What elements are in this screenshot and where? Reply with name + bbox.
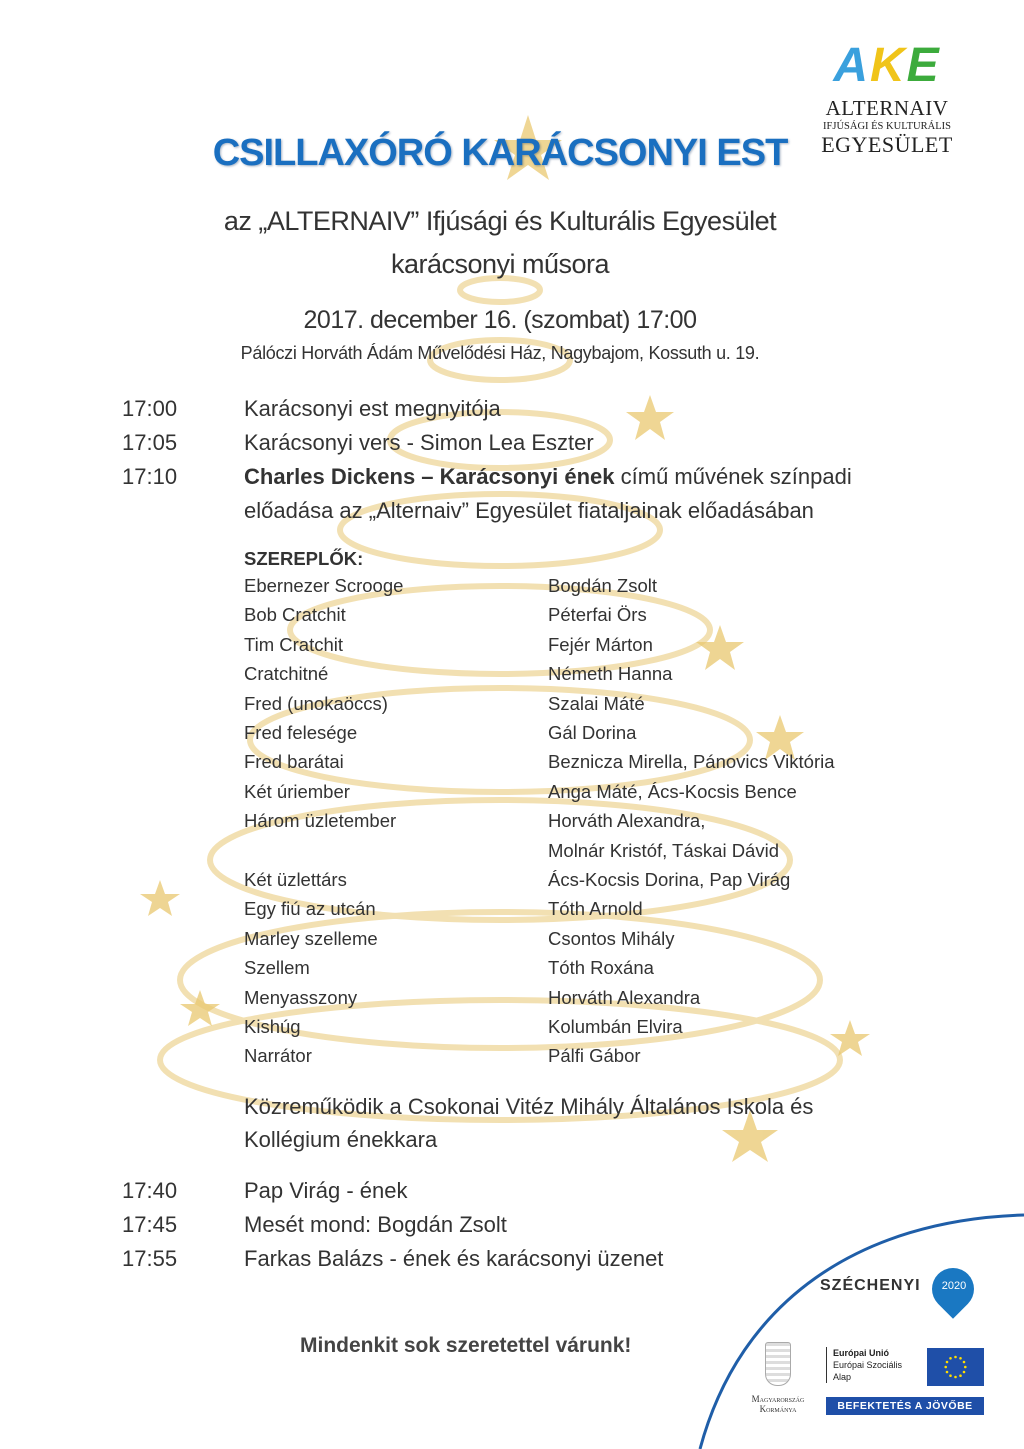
eu-line2: Európai Szociális (833, 1360, 903, 1370)
event-date: 2017. december 16. (szombat) 17:00 (303, 306, 697, 334)
choir-line2: Kollégium énekkara (244, 1127, 438, 1152)
program-text: Karácsonyi est megnyitója (244, 396, 501, 421)
szechenyi-year: 2020 (941, 1280, 967, 1292)
choir-line1: Közreműködik a Csokonai Vitéz Mihály Általános Iskola és (244, 1094, 814, 1119)
eu-line3: Alap (833, 1372, 852, 1382)
play-title: Charles Dickens – Karácsonyi ének (244, 464, 615, 489)
eu-flag-icon (927, 1348, 984, 1386)
eu-line1: Európai Unió (833, 1348, 889, 1358)
program-time: 17:45 (122, 1212, 178, 1237)
program-text: című művének színpadi (614, 464, 852, 489)
cast-actor: Anga Máté, Ács-Kocsis Bence (548, 780, 797, 802)
cast-actor: Tóth Roxána (548, 957, 654, 979)
cast-actor: Szalai Máté (548, 692, 645, 714)
cast-role: Ebernezer Scrooge (244, 575, 404, 596)
cast-role: Fred (unokaöccs) (244, 692, 388, 714)
szechenyi-label: SZÉCHENYI (820, 1277, 921, 1294)
cast-role: Három üzletember (244, 810, 397, 832)
program-text: előadása az „Alternaiv” Egyesület fiataljainak előadásában (244, 498, 814, 523)
event-venue: Pálóczi Horváth Ádám Művelődési Ház, Nagybajom, Kossuth u. 19. (240, 343, 760, 363)
program-text: Mesét mond: Bogdán Zsolt (244, 1212, 507, 1237)
cast-role: Szellem (244, 957, 310, 979)
cast-actor: Tóth Arnold (548, 898, 643, 920)
logo-letters: AKE (833, 39, 941, 92)
cast-role: Marley szelleme (244, 927, 378, 949)
cast-actor: Beznicza Mirella, Pánovics Viktória (548, 751, 835, 773)
cast-actor: Horváth Alexandra (548, 986, 701, 1008)
cast-actor: Németh Hanna (548, 663, 673, 685)
cast-role: Narrátor (244, 1045, 312, 1067)
cast-actor: Péterfai Örs (548, 604, 647, 626)
gov-line2: Kormánya (759, 1404, 797, 1414)
logo-line2: IFJÚSÁGI ÉS KULTURÁLIS (823, 121, 951, 132)
subtitle-line1: az „ALTERNAIV” Ifjúsági és Kulturális Egyesület (223, 206, 777, 236)
cast-role: Cratchitné (244, 663, 329, 685)
cast-actor: Bogdán Zsolt (548, 575, 658, 596)
program-text: Farkas Balázs - ének és karácsonyi üzenet (244, 1246, 664, 1271)
program-time: 17:05 (122, 430, 178, 455)
gov-line1: Magyarország (751, 1394, 805, 1404)
cast-actor: Csontos Mihály (548, 927, 675, 949)
hungarian-coat-of-arms-icon (765, 1342, 791, 1386)
page-title: CSILLAXÓRÓ KARÁCSONYI EST (212, 132, 788, 174)
program-time: 17:55 (122, 1246, 178, 1271)
logo-line1: ALTERNAIV (825, 96, 949, 120)
cast-role: Menyasszony (244, 986, 358, 1008)
cast-actor: Gál Dorina (548, 722, 637, 743)
program-time: 17:00 (122, 396, 178, 421)
cast-role: Bob Cratchit (244, 604, 346, 626)
cast-actor: Pálfi Gábor (548, 1045, 641, 1067)
program-text: Karácsonyi vers - Simon Lea Eszter (244, 430, 594, 455)
logo-line3: EGYESÜLET (821, 132, 953, 157)
cast-role: Kishúg (244, 1016, 301, 1037)
cast-role: Két üzlettárs (244, 869, 347, 890)
program-text: Pap Virág - ének (244, 1178, 408, 1203)
cast-role: Tim Cratchit (244, 633, 344, 655)
subtitle-line2: karácsonyi műsora (390, 249, 610, 279)
cast-actor: Fejér Márton (548, 633, 653, 655)
closing-message: Mindenkit sok szeretettel várunk! (300, 1334, 632, 1357)
cast-actor: Horváth Alexandra, (548, 810, 706, 832)
cast-role: Egy fiú az utcán (244, 898, 376, 920)
cast-actor: Ács-Kocsis Dorina, Pap Virág (548, 869, 791, 890)
eu-banner: BEFEKTETÉS A JÖVŐBE (826, 1397, 984, 1415)
program-time: 17:40 (122, 1178, 178, 1203)
program-time: 17:10 (122, 464, 178, 489)
cast-heading: SZEREPLŐK: (244, 548, 364, 569)
cast-actor: Kolumbán Elvira (548, 1016, 683, 1037)
cast-role: Fred barátai (244, 751, 344, 773)
cast-role: Két úriember (244, 780, 350, 802)
cast-actor: Molnár Kristóf, Táskai Dávid (548, 839, 779, 861)
cast-role: Fred felesége (244, 722, 358, 743)
